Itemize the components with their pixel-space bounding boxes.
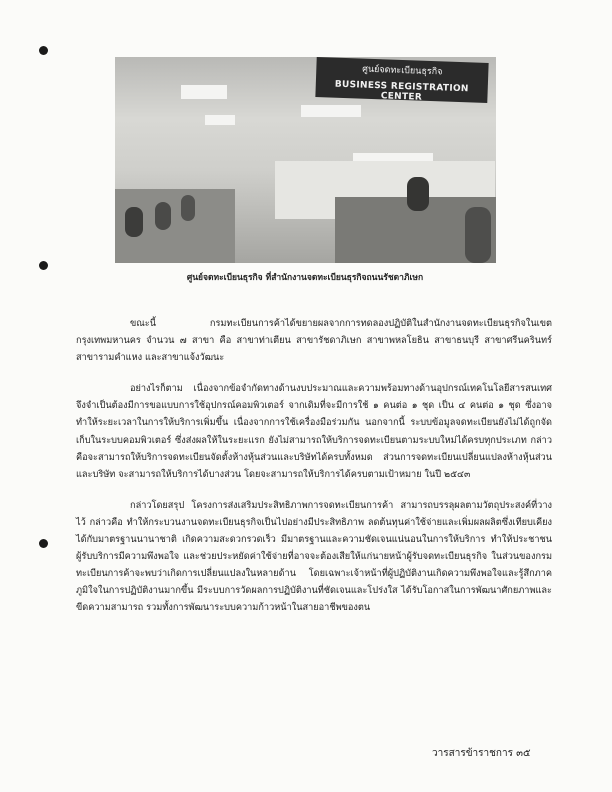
- article-body: [76, 315, 552, 631]
- punch-hole-top: [39, 46, 48, 55]
- page-footer: วารสารข้าราชการ ๓๕: [432, 748, 531, 759]
- punch-hole-lower: [39, 539, 48, 548]
- sign-english-text: BUSINESS REGISTRATION CENTER: [334, 79, 469, 103]
- sign-thai-text: ศูนย์จดทะเบียนธุรกิจ: [362, 64, 443, 78]
- punch-hole-middle: [39, 261, 48, 270]
- paragraph-2: อย่างไรก็ตาม เนื่องจากข้อจำกัดทางด้านงบประมาณและความพร้อมทางด้านอุปกรณ์เทคโนโลยีสารสนเทศ จึงจำเป็นต้องมีการขอแบบการใช้อุปกรณ์คอมพิวเตอร์ จากเดิมที่จะมีการใช้ ๑ คนต่อ ๑ ชุด เป็น ๔ คนต่อ ๑ ชุด ซึ่งอาจทำให้ระยะเวลาในการให้บริการเพิ่มขึ้น เนื่องจากการใช้เครื่องมือร่วมกัน นอกจากนี้ ระบบข้อมูลจดทะเบียนยังไม่ได้ถูกจัดเก็บในระบบคอมพิวเตอร์ ซึ่งส่งผลให้ในระยะแรก ยังไม่สามารถให้บริการจดทะเบียนตามระบบใหม่ได้ครบทุกประเภท กล่าวคือจะสามารถให้บริการจดทะเบียนจัดตั้งห้างหุ้นส่วนและบริษัทได้ครบทั้งหมด ส่วนการจดทะเบียนเปลี่ยนแปลงห้างหุ้นส่วนและบริษัท จะสามารถให้บริการได้บางส่วน โดยจะสามารถให้บริการได้ครบตามเป้าหมาย ในปี ๒๕๔๓: [76, 383, 552, 480]
- paragraph-3: กล่าวโดยสรุป โครงการส่งเสริมประสิทธิภาพการจดทะเบียนการค้า สามารถบรรลุผลตามวัตถุประสงค์ที่วางไว้ กล่าวคือ ทำให้กระบวนงานจดทะเบียนธุรกิจเป็นไปอย่างมีประสิทธิภาพ ลดต้นทุนค่าใช้จ่ายและเพิ่มผลผลิตซึ่งเทียบเคียงได้กับมาตรฐานนานาชาติ เกิดความสะดวกรวดเร็ว มีมาตรฐานและความชัดเจนแน่นอนในการให้บริการ ทำให้ประชาชนผู้รับบริการมีความพึงพอใจ และช่วยประหยัดค่าใช้จ่ายที่อาจจะต้องเสียให้แก่นายหน้าผู้รับจดทะเบียนธุรกิจ ในส่วนของกรมทะเบียนการค้าจะพบว่าเกิดการเปลี่ยนแปลงในหลายด้าน โดยเฉพาะเจ้าหน้าที่ผู้ปฏิบัติงานเกิดความพึงพอใจและรู้สึกภาคภูมิใจในการปฏิบัติงานมากขึ้น มีระบบการวัดผลการปฏิบัติงานที่ชัดเจนและโปร่งใส ได้รับโอกาสในการพัฒนาศักยภาพและขีดความสามารถ รวมทั้งการพัฒนาระบบความก้าวหน้าในสายอาชีพของตน: [76, 499, 552, 614]
- business-registration-sign: [315, 57, 488, 103]
- photo-caption: ศูนย์จดทะเบียนธุรกิจ ที่สำนักงานจดทะเบียนธุรกิจถนนรัชดาภิเษก: [186, 273, 424, 283]
- paragraph-1: ขณะนี้ กรมทะเบียนการค้าได้ขยายผลจากการทดลองปฏิบัติในสำนักงานจดทะเบียนธุรกิจในเขตกรุงเทพมหานคร จำนวน ๗ สาขา คือ สาขาท่าเตียน สาขารัชดาภิเษก สาขาพหลโยธิน สาขาธนบุรี สาขาศรีนครินทร์ สาขารามคำแหง และสาขาแจ้งวัฒนะ: [76, 318, 552, 364]
